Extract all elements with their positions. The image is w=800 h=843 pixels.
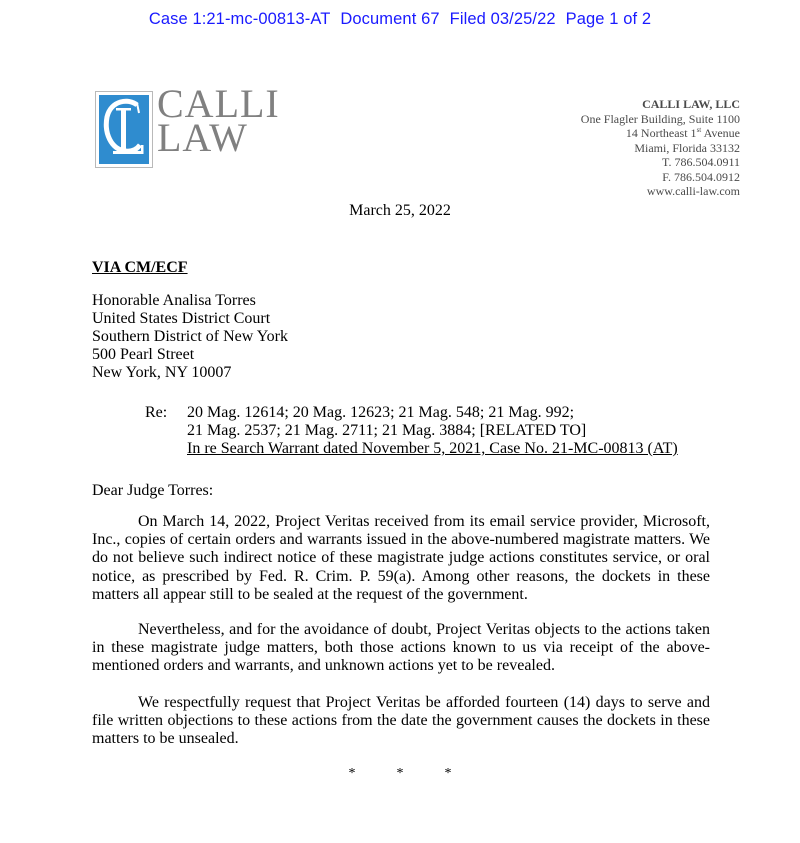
- re-label: Re:: [145, 404, 168, 421]
- firm-logo: [95, 81, 285, 168]
- section-break-star: *: [396, 766, 404, 781]
- firm-address-line2: [581, 126, 740, 141]
- body-paragraph-1: On March 14, 2022, Project Veritas received from its email service provider, Microsoft, Inc., copies of certain orders and warrants issued in the above-numbered magistrate matters. We do not believe such indirect notice of these magistrate judge actions constitutes service, or oral notice, as prescribed by Fed. R. Crim. P. 59(a). Among other reasons, the dockets in these matters all appear still to be sealed at the request of the government.: [92, 513, 710, 603]
- salutation: Dear Judge Torres:: [92, 482, 214, 499]
- re-line-1: 20 Mag. 12614; 20 Mag. 12623; 21 Mag. 548; 21 Mag. 992;: [187, 404, 575, 421]
- firm-website: www.calli-law.com: [646, 184, 740, 198]
- cl-monogram-icon: [99, 95, 149, 164]
- letter-date: March 25, 2022: [349, 202, 451, 219]
- delivery-method: VIA CM/ECF: [92, 259, 188, 276]
- stamp-page-count: Page 1 of 2: [565, 10, 652, 28]
- re-line-2: 21 Mag. 2537; 21 Mag. 2711; 21 Mag. 3884; [RELATED TO]: [187, 422, 587, 439]
- body-paragraph-3: We respectfully request that Project Veritas be afforded fourteen (14) days to serve and file written objections to these actions from the date the government causes the dockets in these matters to be unsealed.: [92, 694, 710, 748]
- firm-address-block: [581, 97, 740, 199]
- firm-fax: F. 786.504.0912: [662, 169, 740, 184]
- logo-wordmark-line2: LAW: [157, 115, 248, 160]
- firm-address-line1: One Flagler Building, Suite 1100: [580, 111, 740, 126]
- address-street-name: Avenue: [701, 126, 740, 140]
- stamp-document-number: Document 67: [340, 10, 440, 28]
- logo-monogram-icon: [95, 91, 153, 168]
- firm-name: CALLI LAW, LLC: [642, 97, 740, 111]
- recipient-line: United States District Court: [92, 310, 271, 327]
- logo-wordmark-line1: CALLI: [157, 81, 280, 126]
- recipient-line: Southern District of New York: [92, 328, 288, 345]
- section-break-star: *: [444, 766, 452, 781]
- recipient-line: Honorable Analisa Torres: [92, 292, 256, 309]
- recipient-line: New York, NY 10007: [92, 364, 232, 381]
- re-line-3: In re Search Warrant dated November 5, 2021, Case No. 21-MC-00813 (AT): [187, 440, 678, 457]
- firm-address-line3: Miami, Florida 33132: [634, 140, 740, 155]
- firm-phone: T. 786.504.0911: [662, 155, 740, 169]
- recipient-address: [92, 292, 288, 382]
- section-break: [0, 766, 800, 782]
- section-break-star: *: [348, 766, 356, 781]
- stamp-case-number: Case 1:21-mc-00813-AT: [148, 10, 331, 28]
- court-filing-stamp: [0, 10, 800, 29]
- recipient-line: 500 Pearl Street: [92, 346, 195, 363]
- address-ordinal-suffix: st: [696, 126, 702, 134]
- body-paragraph-2: Nevertheless, and for the avoidance of doubt, Project Veritas objects to the actions taken in these magistrate judge matters, both those actions known to us via receipt of the above-mentioned orders and warrants, and unknown actions yet to be revealed.: [92, 621, 710, 675]
- address-street-number: 14 Northeast 1: [625, 126, 697, 140]
- logo-wordmark: [157, 81, 280, 160]
- stamp-filed-date: Filed 03/25/22: [449, 10, 556, 28]
